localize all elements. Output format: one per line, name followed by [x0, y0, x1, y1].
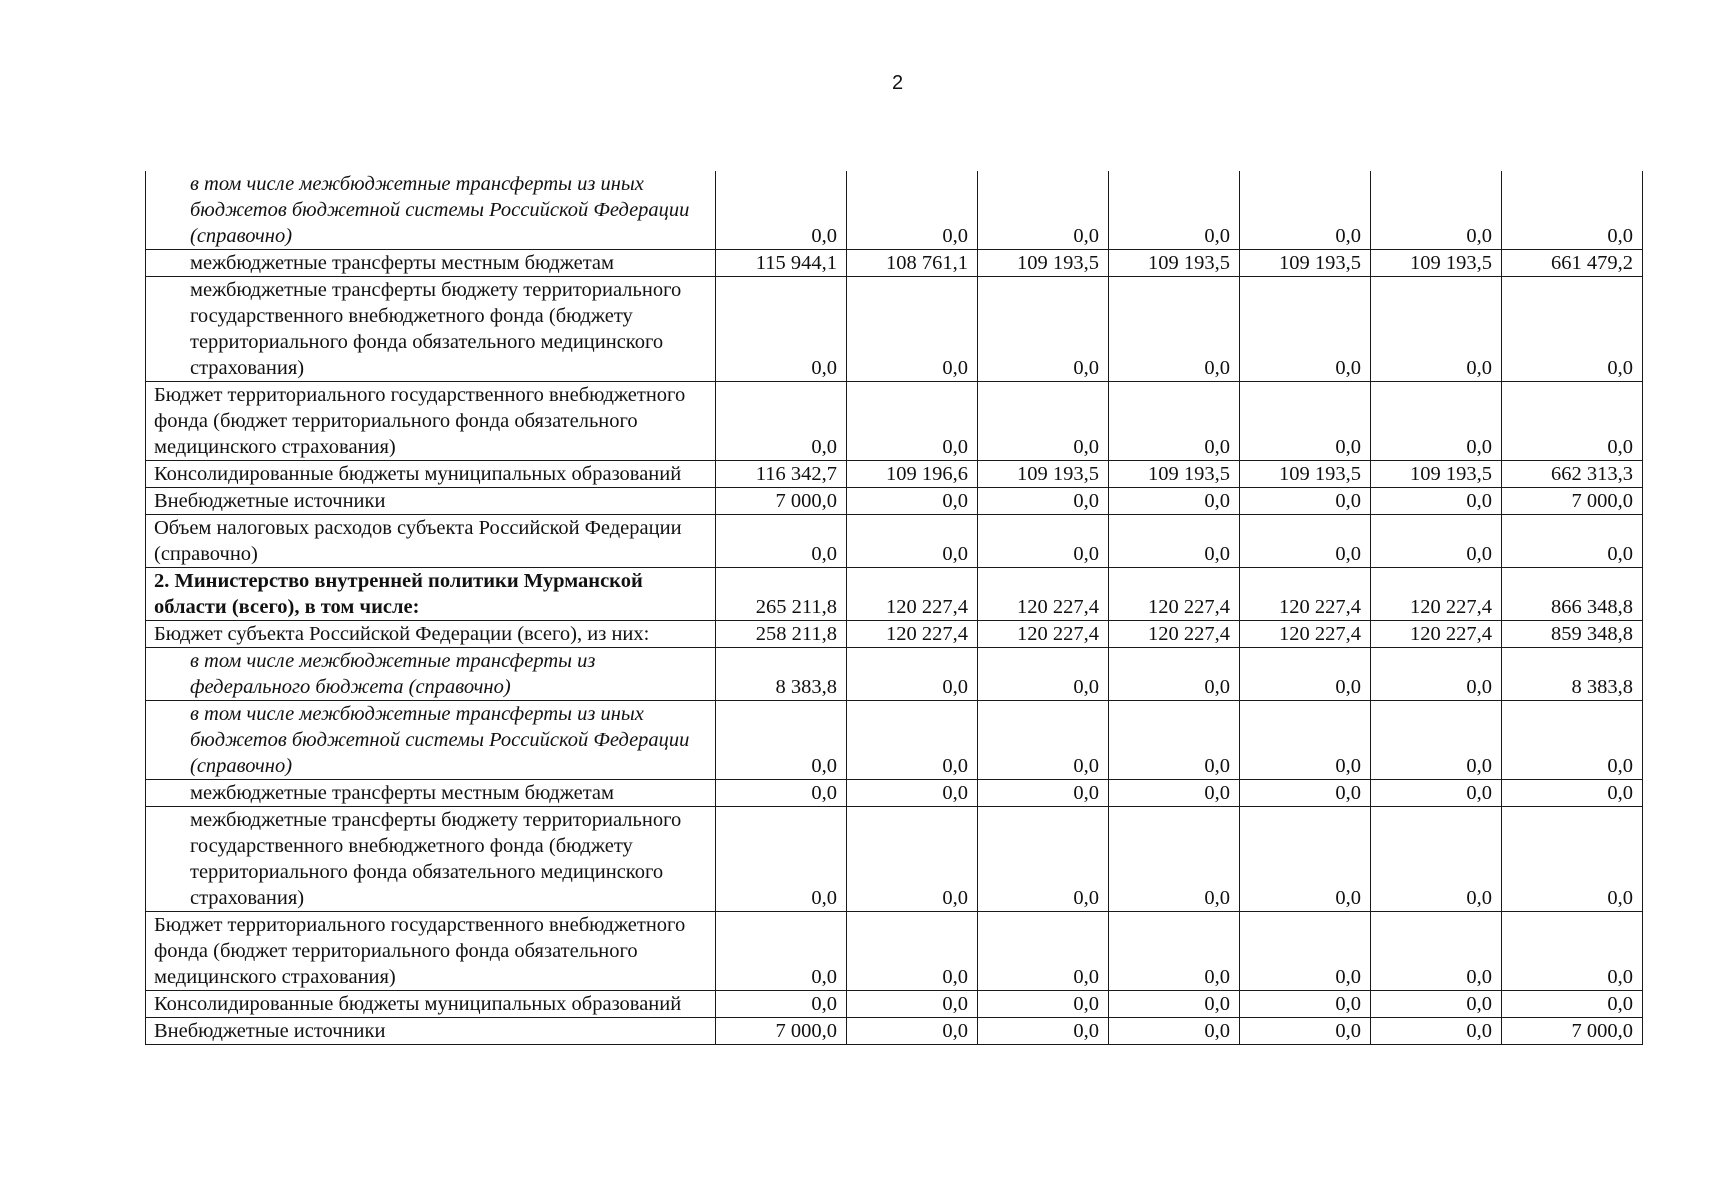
year-value-cell: 0,0 — [1371, 1018, 1502, 1045]
year-value-cell: 0,0 — [1109, 807, 1240, 912]
year-value-cell: 0,0 — [716, 807, 847, 912]
year-value-cell: 0,0 — [1109, 515, 1240, 568]
year-value-cell: 0,0 — [1371, 488, 1502, 515]
row-label-cell — [146, 171, 716, 250]
year-value-cell: 0,0 — [716, 515, 847, 568]
year-value-cell: 0,0 — [978, 648, 1109, 701]
total-value-cell: 0,0 — [1502, 807, 1643, 912]
table-row — [146, 568, 1643, 621]
year-value-cell: 0,0 — [847, 277, 978, 382]
year-value-cell: 0,0 — [1371, 780, 1502, 807]
row-label-cell — [146, 461, 716, 488]
row-label-cell — [146, 648, 716, 701]
year-value-cell: 0,0 — [716, 171, 847, 250]
row-label: межбюджетные трансферты бюджету территориального государственного внебюджетного фонда (бюджету территориального фонда обязательного медицинского страхования) — [190, 279, 682, 379]
row-label-cell — [146, 250, 716, 277]
row-label: межбюджетные трансферты бюджету территориального государственного внебюджетного фонда (бюджету территориального фонда обязательного медицинского страхования) — [190, 809, 682, 909]
row-label-cell — [146, 807, 716, 912]
year-value-cell: 0,0 — [1240, 780, 1371, 807]
row-label-cell — [146, 515, 716, 568]
year-value-cell: 0,0 — [1240, 1018, 1371, 1045]
year-value-cell: 120 227,4 — [847, 621, 978, 648]
year-value-cell: 109 193,5 — [1371, 250, 1502, 277]
year-value-cell: 115 944,1 — [716, 250, 847, 277]
year-value-cell: 120 227,4 — [978, 568, 1109, 621]
year-value-cell: 7 000,0 — [716, 488, 847, 515]
row-label: Объем налоговых расходов субъекта Российской Федерации (справочно) — [154, 517, 682, 565]
year-value-cell: 0,0 — [1371, 171, 1502, 250]
year-value-cell: 120 227,4 — [1371, 568, 1502, 621]
year-value-cell: 0,0 — [1109, 648, 1240, 701]
year-value-cell: 109 193,5 — [1240, 250, 1371, 277]
year-value-cell: 0,0 — [847, 701, 978, 780]
row-label-cell — [146, 701, 716, 780]
year-value-cell: 0,0 — [847, 171, 978, 250]
row-label: в том числе межбюджетные трансферты из федерального бюджета (справочно) — [190, 650, 596, 698]
total-value-cell: 0,0 — [1502, 912, 1643, 991]
year-value-cell: 0,0 — [1109, 277, 1240, 382]
year-value-cell: 0,0 — [1240, 277, 1371, 382]
year-value-cell: 0,0 — [1371, 277, 1502, 382]
year-value-cell: 0,0 — [847, 807, 978, 912]
table-row — [146, 461, 1643, 488]
year-value-cell: 0,0 — [1240, 515, 1371, 568]
table-row — [146, 991, 1643, 1018]
year-value-cell: 0,0 — [1240, 701, 1371, 780]
row-label-cell — [146, 780, 716, 807]
year-value-cell: 0,0 — [1109, 1018, 1240, 1045]
row-label: межбюджетные трансферты местным бюджетам — [190, 252, 615, 274]
year-value-cell: 0,0 — [716, 991, 847, 1018]
year-value-cell: 0,0 — [1240, 912, 1371, 991]
year-value-cell: 0,0 — [1109, 382, 1240, 461]
row-label: в том числе межбюджетные трансферты из иных бюджетов бюджетной системы Российской Федерации (справочно) — [190, 173, 690, 247]
row-label-cell — [146, 488, 716, 515]
year-value-cell: 109 193,5 — [978, 250, 1109, 277]
year-value-cell: 0,0 — [1371, 912, 1502, 991]
year-value-cell: 0,0 — [1109, 780, 1240, 807]
year-value-cell: 0,0 — [1371, 515, 1502, 568]
year-value-cell: 7 000,0 — [716, 1018, 847, 1045]
year-value-cell: 0,0 — [978, 701, 1109, 780]
budget-table-body — [146, 171, 1643, 1045]
year-value-cell: 0,0 — [978, 488, 1109, 515]
year-value-cell: 0,0 — [1240, 488, 1371, 515]
total-value-cell: 7 000,0 — [1502, 1018, 1643, 1045]
year-value-cell: 0,0 — [716, 912, 847, 991]
year-value-cell: 120 227,4 — [1240, 568, 1371, 621]
total-value-cell: 0,0 — [1502, 991, 1643, 1018]
table-row — [146, 1018, 1643, 1045]
year-value-cell: 0,0 — [1109, 171, 1240, 250]
total-value-cell: 0,0 — [1502, 515, 1643, 568]
table-row — [146, 382, 1643, 461]
row-label: Консолидированные бюджеты муниципальных образований — [154, 463, 682, 485]
year-value-cell: 109 193,5 — [1109, 461, 1240, 488]
year-value-cell: 0,0 — [847, 382, 978, 461]
year-value-cell: 0,0 — [1371, 701, 1502, 780]
year-value-cell: 0,0 — [716, 780, 847, 807]
total-value-cell: 7 000,0 — [1502, 488, 1643, 515]
year-value-cell: 0,0 — [716, 277, 847, 382]
year-value-cell: 0,0 — [978, 991, 1109, 1018]
year-value-cell: 8 383,8 — [716, 648, 847, 701]
total-value-cell: 0,0 — [1502, 780, 1643, 807]
year-value-cell: 0,0 — [1240, 991, 1371, 1018]
year-value-cell: 109 196,6 — [847, 461, 978, 488]
table-row — [146, 621, 1643, 648]
year-value-cell: 258 211,8 — [716, 621, 847, 648]
table-row — [146, 277, 1643, 382]
row-label-cell — [146, 568, 716, 621]
year-value-cell: 0,0 — [847, 488, 978, 515]
year-value-cell: 120 227,4 — [1109, 621, 1240, 648]
table-row — [146, 701, 1643, 780]
year-value-cell: 116 342,7 — [716, 461, 847, 488]
year-value-cell: 108 761,1 — [847, 250, 978, 277]
row-label-cell — [146, 912, 716, 991]
row-label-cell — [146, 277, 716, 382]
year-value-cell: 0,0 — [1371, 648, 1502, 701]
total-value-cell: 8 383,8 — [1502, 648, 1643, 701]
year-value-cell: 0,0 — [716, 382, 847, 461]
year-value-cell: 0,0 — [1240, 171, 1371, 250]
table-row — [146, 912, 1643, 991]
year-value-cell: 0,0 — [1240, 648, 1371, 701]
table-row — [146, 648, 1643, 701]
total-value-cell: 0,0 — [1502, 171, 1643, 250]
total-value-cell: 661 479,2 — [1502, 250, 1643, 277]
year-value-cell: 265 211,8 — [716, 568, 847, 621]
year-value-cell: 0,0 — [978, 515, 1109, 568]
year-value-cell: 0,0 — [978, 171, 1109, 250]
year-value-cell: 0,0 — [847, 1018, 978, 1045]
year-value-cell: 0,0 — [847, 912, 978, 991]
year-value-cell: 109 193,5 — [978, 461, 1109, 488]
total-value-cell: 866 348,8 — [1502, 568, 1643, 621]
table-row — [146, 515, 1643, 568]
year-value-cell: 0,0 — [1109, 488, 1240, 515]
row-label: Бюджет субъекта Российской Федерации (всего), из них: — [154, 623, 650, 645]
year-value-cell: 0,0 — [1109, 701, 1240, 780]
row-label: Бюджет территориального государственного внебюджетного фонда (бюджет территориального фонда обязательного медицинского страхования) — [154, 914, 686, 988]
year-value-cell: 0,0 — [978, 277, 1109, 382]
budget-table — [145, 171, 1643, 1045]
table-row — [146, 171, 1643, 250]
row-label-cell — [146, 991, 716, 1018]
year-value-cell: 0,0 — [1240, 382, 1371, 461]
year-value-cell: 0,0 — [978, 382, 1109, 461]
year-value-cell: 109 193,5 — [1109, 250, 1240, 277]
year-value-cell: 120 227,4 — [1109, 568, 1240, 621]
table-row — [146, 807, 1643, 912]
year-value-cell: 120 227,4 — [1240, 621, 1371, 648]
year-value-cell: 0,0 — [1371, 807, 1502, 912]
total-value-cell: 0,0 — [1502, 277, 1643, 382]
row-label-cell — [146, 382, 716, 461]
year-value-cell: 120 227,4 — [847, 568, 978, 621]
row-label: в том числе межбюджетные трансферты из иных бюджетов бюджетной системы Российской Федерации (справочно) — [190, 703, 690, 777]
year-value-cell: 0,0 — [978, 1018, 1109, 1045]
year-value-cell: 0,0 — [978, 807, 1109, 912]
year-value-cell: 120 227,4 — [1371, 621, 1502, 648]
total-value-cell: 662 313,3 — [1502, 461, 1643, 488]
year-value-cell: 0,0 — [1371, 991, 1502, 1018]
year-value-cell: 120 227,4 — [978, 621, 1109, 648]
year-value-cell: 0,0 — [847, 648, 978, 701]
year-value-cell: 0,0 — [716, 701, 847, 780]
row-label-cell — [146, 1018, 716, 1045]
row-label: Внебюджетные источники — [154, 1020, 386, 1042]
year-value-cell: 0,0 — [847, 780, 978, 807]
page-number: 2 — [891, 72, 904, 94]
total-value-cell: 859 348,8 — [1502, 621, 1643, 648]
row-label-cell — [146, 621, 716, 648]
table-row — [146, 250, 1643, 277]
year-value-cell: 0,0 — [1109, 912, 1240, 991]
year-value-cell: 0,0 — [1371, 382, 1502, 461]
total-value-cell: 0,0 — [1502, 382, 1643, 461]
row-label: межбюджетные трансферты местным бюджетам — [190, 782, 615, 804]
row-label: Внебюджетные источники — [154, 490, 386, 512]
row-label: 2. Министерство внутренней политики Мурманской области (всего), в том числе: — [154, 570, 643, 618]
row-label: Консолидированные бюджеты муниципальных образований — [154, 993, 682, 1015]
year-value-cell: 0,0 — [1109, 991, 1240, 1018]
year-value-cell: 0,0 — [978, 780, 1109, 807]
year-value-cell: 109 193,5 — [1240, 461, 1371, 488]
year-value-cell: 0,0 — [847, 991, 978, 1018]
year-value-cell: 0,0 — [1240, 807, 1371, 912]
total-value-cell: 0,0 — [1502, 701, 1643, 780]
table-row — [146, 780, 1643, 807]
year-value-cell: 0,0 — [847, 515, 978, 568]
year-value-cell: 109 193,5 — [1371, 461, 1502, 488]
year-value-cell: 0,0 — [978, 912, 1109, 991]
table-row — [146, 488, 1643, 515]
row-label: Бюджет территориального государственного внебюджетного фонда (бюджет территориального фонда обязательного медицинского страхования) — [154, 384, 686, 458]
